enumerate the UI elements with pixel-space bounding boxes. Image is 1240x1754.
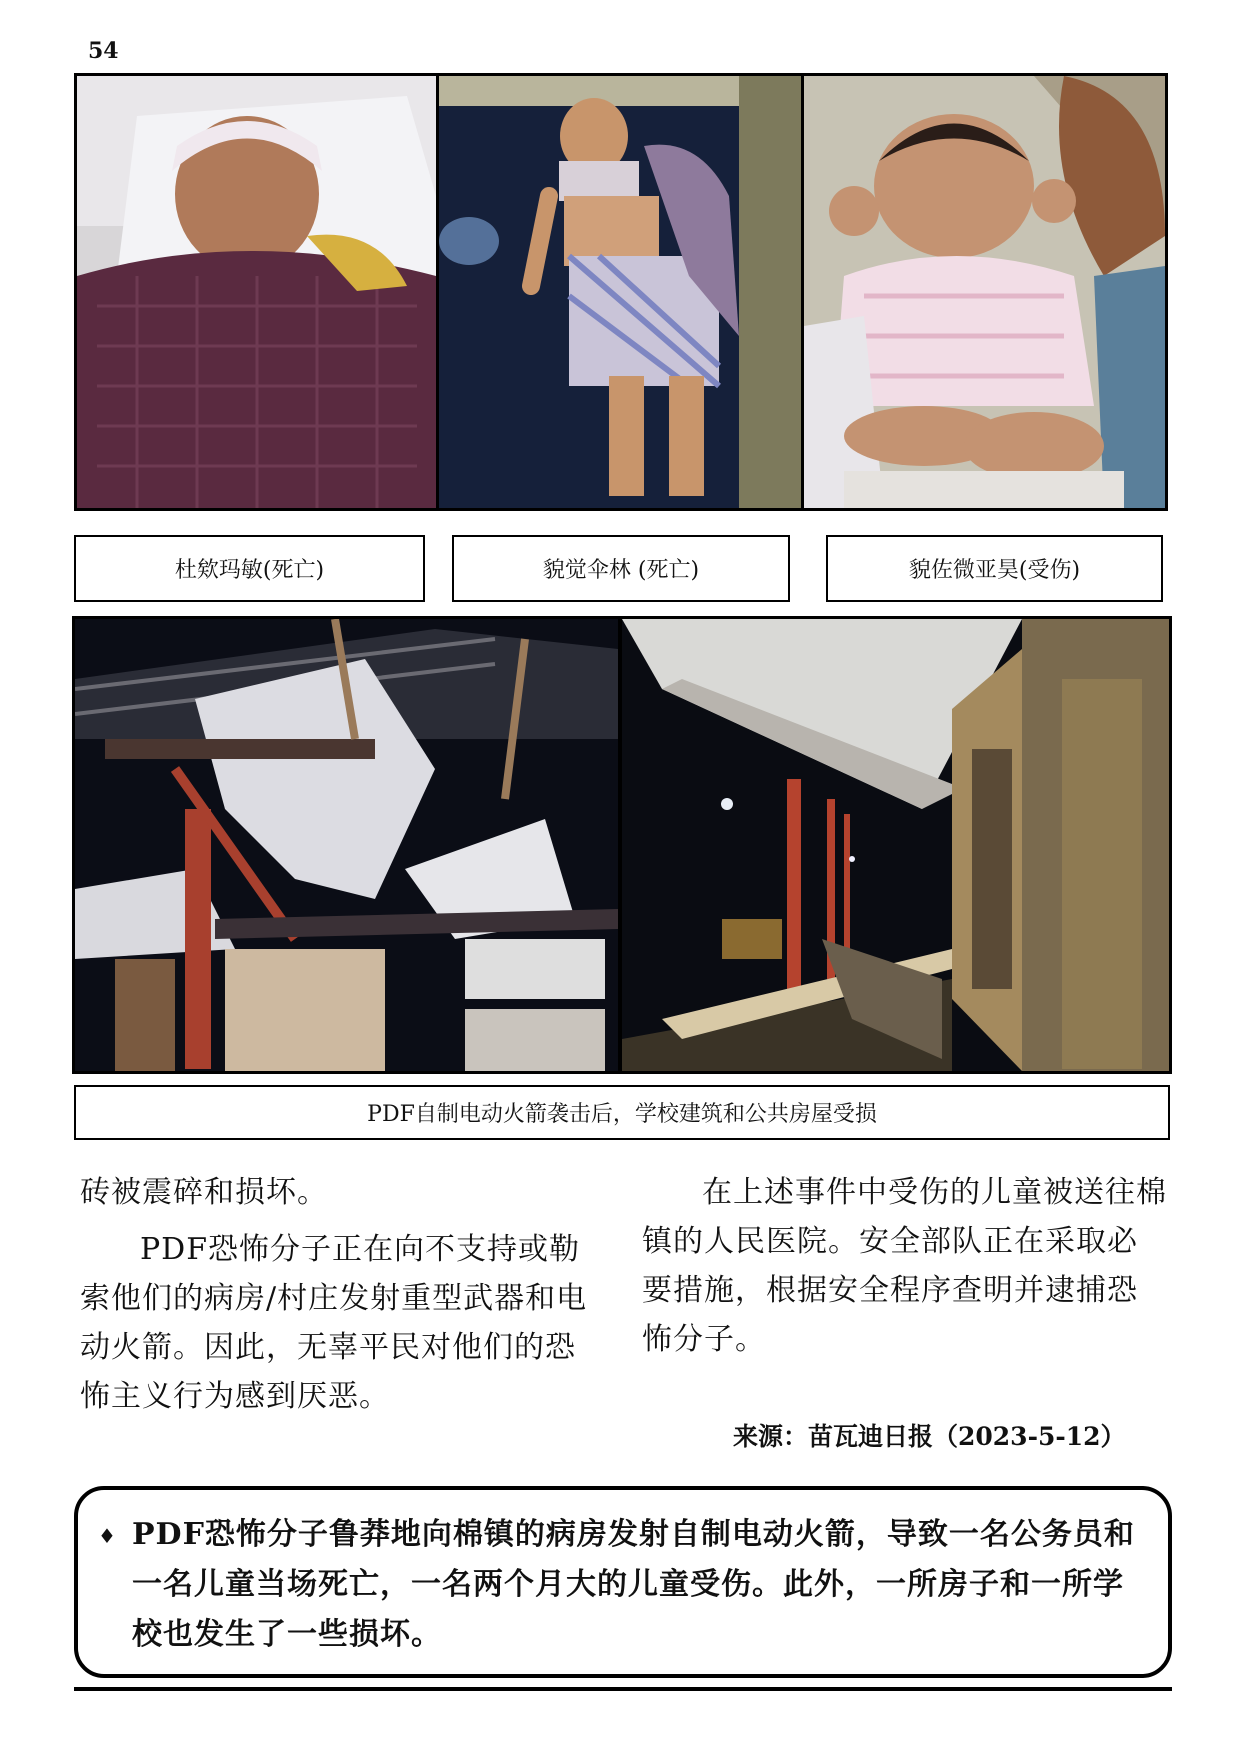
source-citation: 来源：苗瓦迪日报（2023-5-12）: [733, 1422, 1126, 1451]
victim-photo-strip: [74, 73, 1168, 511]
damage-photo-2: [622, 619, 1169, 1071]
victim-caption-3-text: 貌佐微亚昊(受伤): [908, 558, 1081, 583]
victim-caption-2-text: 貌觉伞林 (死亡): [542, 558, 700, 583]
page-number: 54: [88, 38, 119, 64]
footer-rule: [74, 1687, 1172, 1691]
damage-caption: [74, 1085, 1170, 1140]
left-paragraph-2: PDF恐怖分子正在向不支持或勒索他们的病房/村庄发射重型武器和电动火箭。因此，无辜平民对他们的恐怖主义行为感到厌恶。: [80, 1232, 588, 1414]
right-paragraph-1: 在上述事件中受伤的儿童被送往棉镇的人民医院。安全部队正在采取必要措施，根据安全程序查明并逮捕恐怖分子。: [642, 1175, 1167, 1357]
victim-caption-1: [74, 535, 425, 602]
body-column-right: [642, 1168, 1167, 1364]
victim-photo-2: [439, 76, 801, 508]
summary-box: [74, 1486, 1172, 1678]
summary-bullet-icon: ♦: [98, 1524, 116, 1548]
summary-text: PDF恐怖分子鲁莽地向棉镇的病房发射自制电动火箭，导致一名公务员和一名儿童当场死亡，一名两个月大的儿童受伤。此外，一所房子和一所学校也发生了一些损坏。: [132, 1517, 1135, 1652]
body-column-left: [80, 1168, 605, 1421]
damage-photo-1: [75, 619, 618, 1071]
victim-caption-3: [826, 535, 1163, 602]
damage-caption-text: PDF自制电动火箭袭击后，学校建筑和公共房屋受损: [367, 1102, 877, 1127]
victim-caption-1-text: 杜欸玛敏(死亡): [174, 558, 325, 583]
damage-photo-strip: [72, 616, 1172, 1074]
victim-photo-1: [77, 76, 436, 508]
victim-photo-3: [804, 76, 1165, 508]
left-paragraph-1: 砖被震碎和损坏。: [80, 1175, 328, 1210]
victim-caption-2: [452, 535, 790, 602]
